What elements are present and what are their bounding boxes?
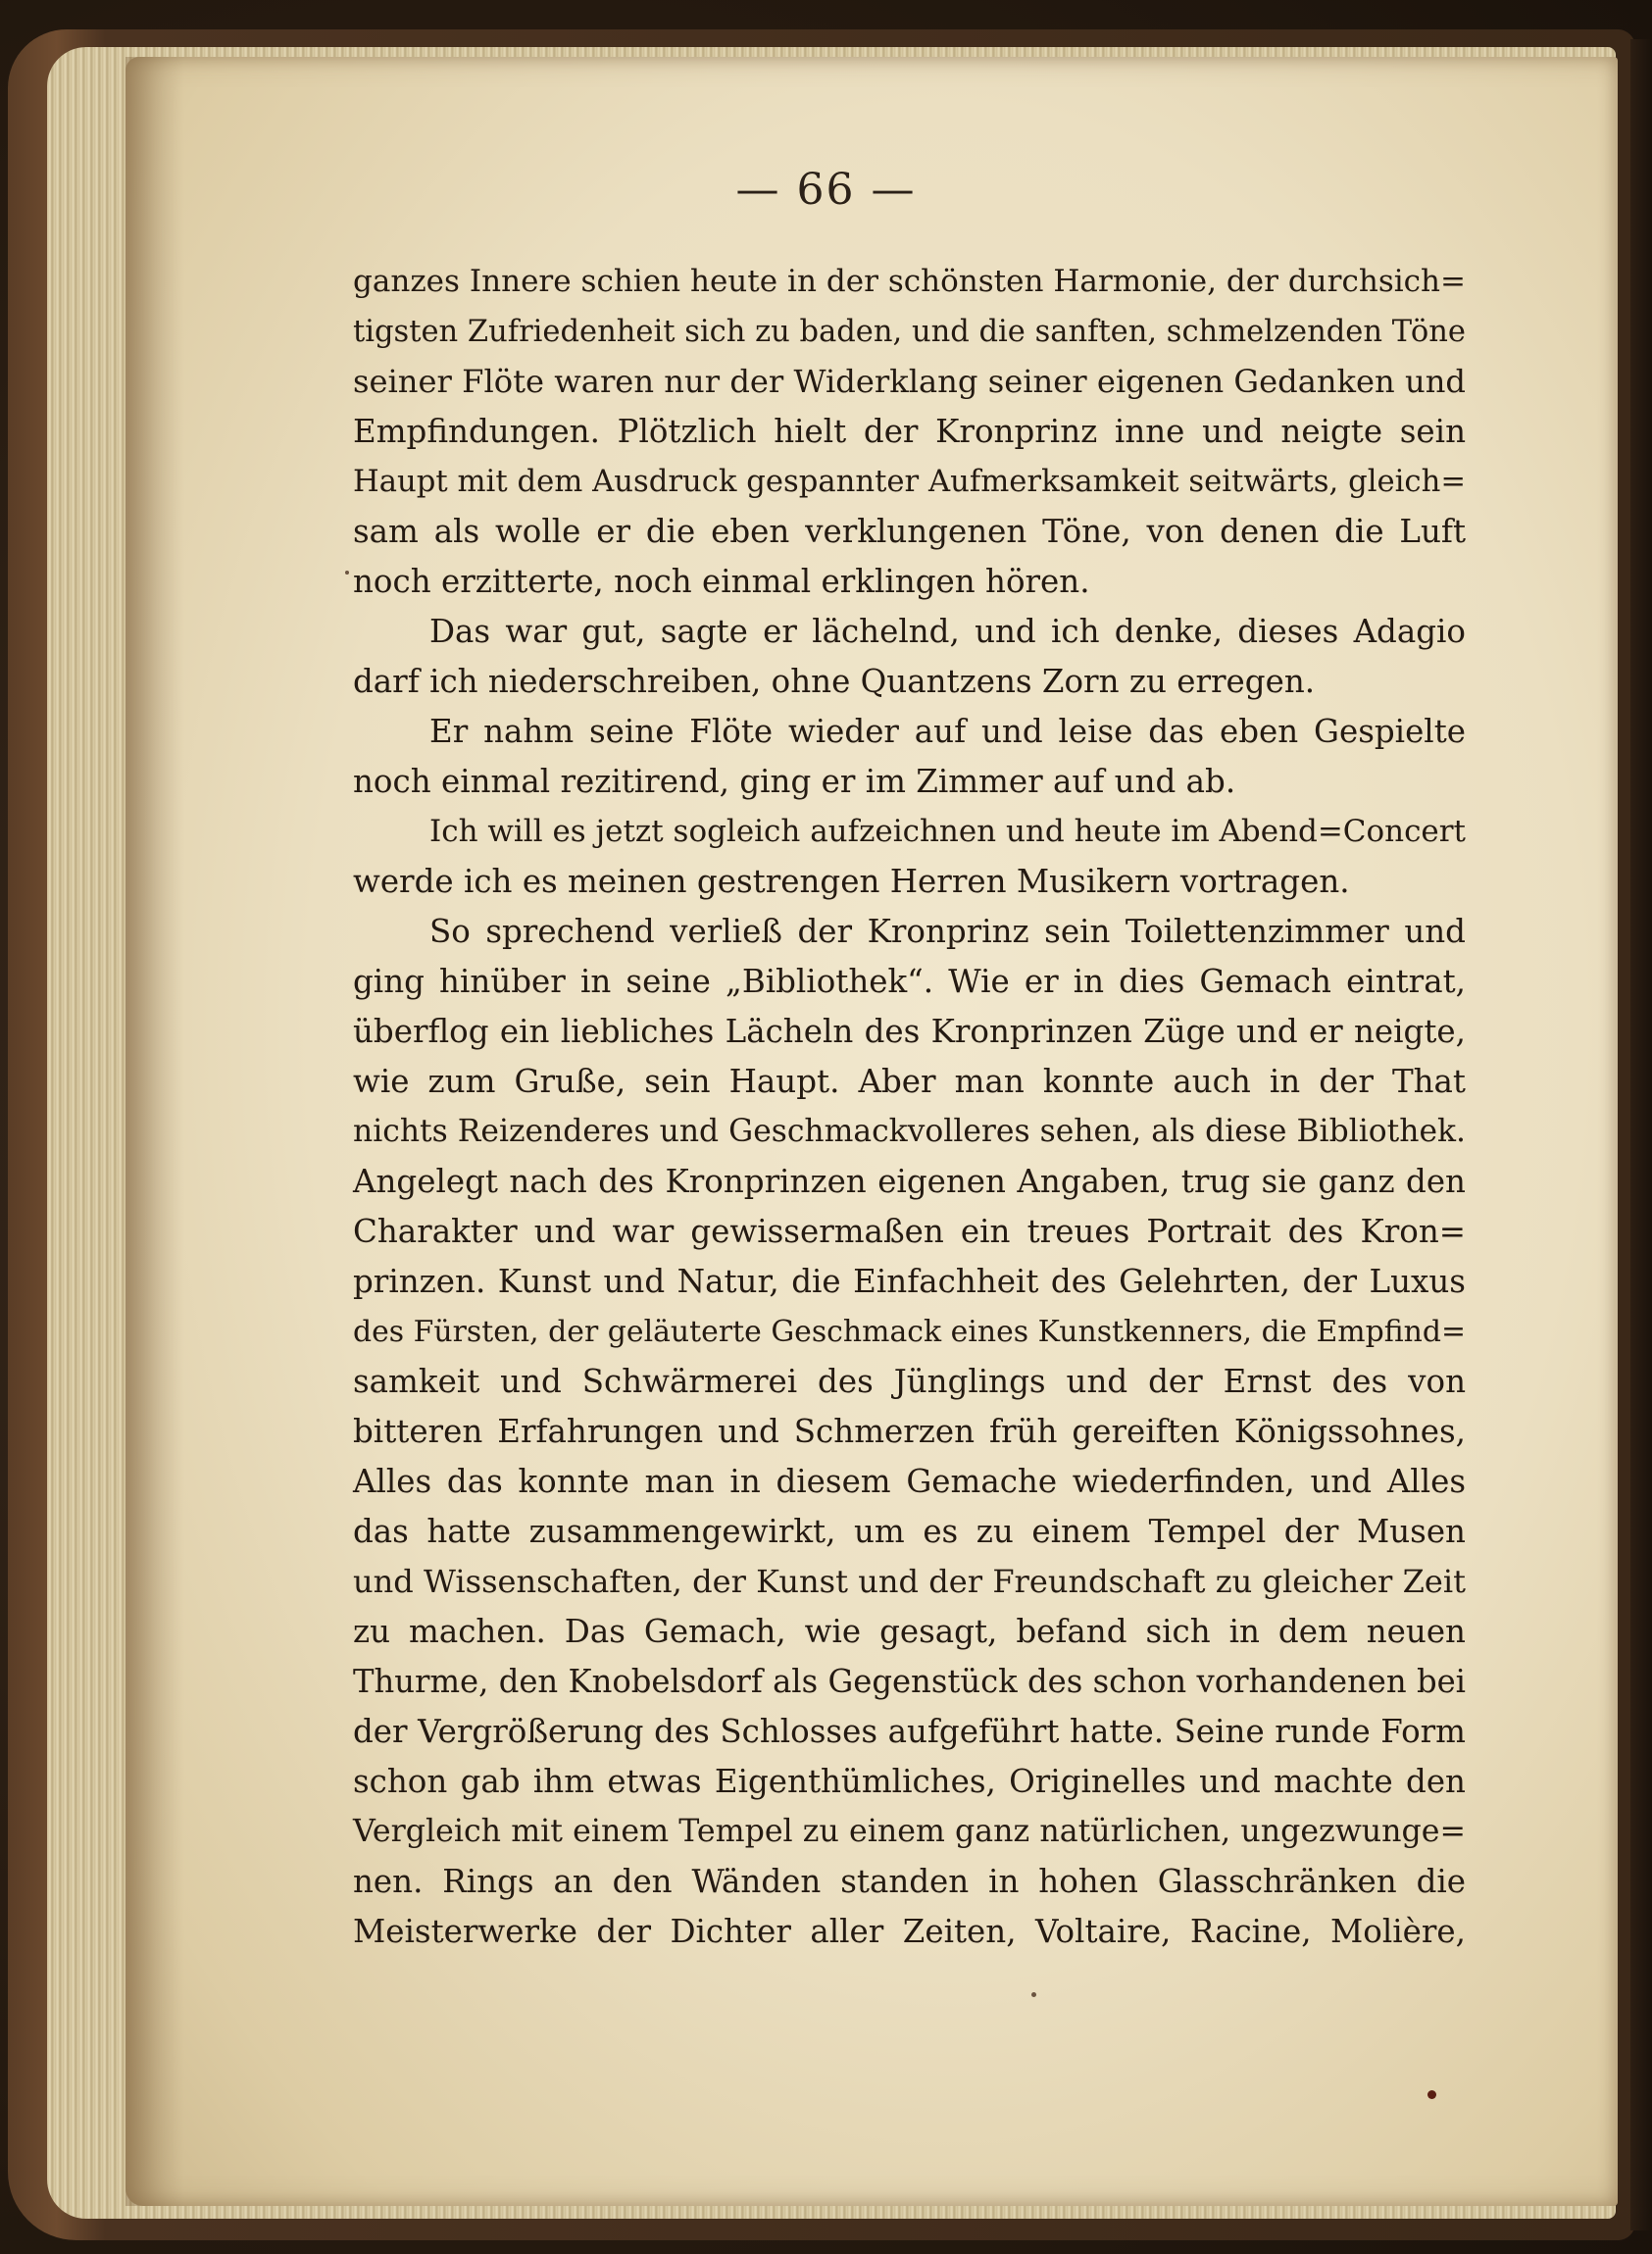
page-number: — 66 —: [735, 165, 917, 215]
text-line: Empfindungen. Plötzlich hielt der Kronprinz inne und neigte sein: [353, 413, 1466, 450]
text-line: Thurme, den Knobelsdorf als Gegenstück des schon vorhandenen bei: [353, 1663, 1466, 1700]
text-line: Charakter und war gewissermaßen ein treues Portrait des Kron=: [353, 1213, 1466, 1250]
ink-speck: [1427, 2090, 1436, 2099]
body-text: [353, 257, 1466, 1957]
text-line: Alles das konnte man in diesem Gemache wiederfinden, und Alles: [353, 1463, 1466, 1500]
text-line: nen. Rings an den Wänden standen in hohen Glasschränken die: [353, 1863, 1466, 1900]
text-line: Ich will es jetzt sogleich aufzeichnen und heute im Abend=Concert: [429, 814, 1466, 849]
text-line: überflog ein liebliches Lächeln des Kronprinzen Züge und er neigte,: [353, 1013, 1466, 1050]
text-line: Vergleich mit einem Tempel zu einem ganz natürlichen, ungezwunge=: [353, 1814, 1466, 1849]
ink-speck: [1031, 1992, 1036, 1997]
text-line: prinzen. Kunst und Natur, die Einfachheit des Gelehrten, der Luxus: [353, 1263, 1466, 1300]
text-line: ging hinüber in seine „Bibliothek“. Wie er in dies Gemach eintrat,: [353, 963, 1466, 1000]
text-line: wie zum Gruße, sein Haupt. Aber man konnte auch in der That: [353, 1063, 1466, 1100]
text-line: noch erzitterte, noch einmal erklingen hören.: [353, 563, 1090, 600]
text-line: Er nahm seine Flöte wieder auf und leise das eben Gespielte: [429, 713, 1466, 750]
ink-speck: [345, 571, 349, 575]
text-line: zu machen. Das Gemach, wie gesagt, befand sich in dem neuen: [353, 1613, 1466, 1650]
text-line: Haupt mit dem Ausdruck gespannter Aufmerksamkeit seitwärts, gleich=: [353, 465, 1466, 499]
text-line: Angelegt nach des Kronprinzen eigenen Angaben, trug sie ganz den: [353, 1163, 1466, 1200]
text-line: darf ich niederschreiben, ohne Quantzens Zorn zu erregen.: [353, 663, 1316, 700]
text-line: das hatte zusammengewirkt, um es zu einem Tempel der Musen: [353, 1513, 1466, 1550]
text-line: schon gab ihm etwas Eigenthümliches, Originelles und machte den: [353, 1763, 1466, 1800]
text-line: und Wissenschaften, der Kunst und der Freundschaft zu gleicher Zeit: [353, 1563, 1466, 1600]
text-line: Meisterwerke der Dichter aller Zeiten, Voltaire, Racine, Molière,: [353, 1913, 1466, 1950]
text-line: sam als wolle er die eben verklungenen Töne, von denen die Luft: [353, 513, 1466, 550]
text-line: Das war gut, sagte er lächelnd, und ich denke, dieses Adagio: [429, 613, 1466, 650]
right-cover-edge: [1630, 39, 1652, 2230]
spine-shadow: [125, 57, 184, 2206]
text-line: samkeit und Schwärmerei des Jünglings und der Ernst des von: [353, 1363, 1466, 1400]
text-line: seiner Flöte waren nur der Widerklang seiner eigenen Gedanken und: [353, 363, 1466, 400]
text-line: So sprechend verließ der Kronprinz sein Toilettenzimmer und: [429, 913, 1466, 950]
text-line: noch einmal rezitirend, ging er im Zimmer auf und ab.: [353, 763, 1236, 800]
text-line: ganzes Innere schien heute in der schönsten Harmonie, der durchsich=: [353, 264, 1466, 299]
text-line: tigsten Zufriedenheit sich zu baden, und die sanften, schmelzenden Töne: [353, 315, 1466, 349]
text-line: des Fürsten, der geläuterte Geschmack eines Kunstkenners, die Empfind=: [353, 1315, 1466, 1349]
text-line: nichts Reizenderes und Geschmackvolleres sehen, als diese Bibliothek.: [353, 1114, 1466, 1149]
text-line: werde ich es meinen gestrengen Herren Musikern vortragen.: [353, 863, 1350, 900]
text-line: bitteren Erfahrungen und Schmerzen früh gereiften Königssohnes,: [353, 1413, 1466, 1450]
text-line: der Vergrößerung des Schlosses aufgeführt hatte. Seine runde Form: [353, 1713, 1466, 1750]
